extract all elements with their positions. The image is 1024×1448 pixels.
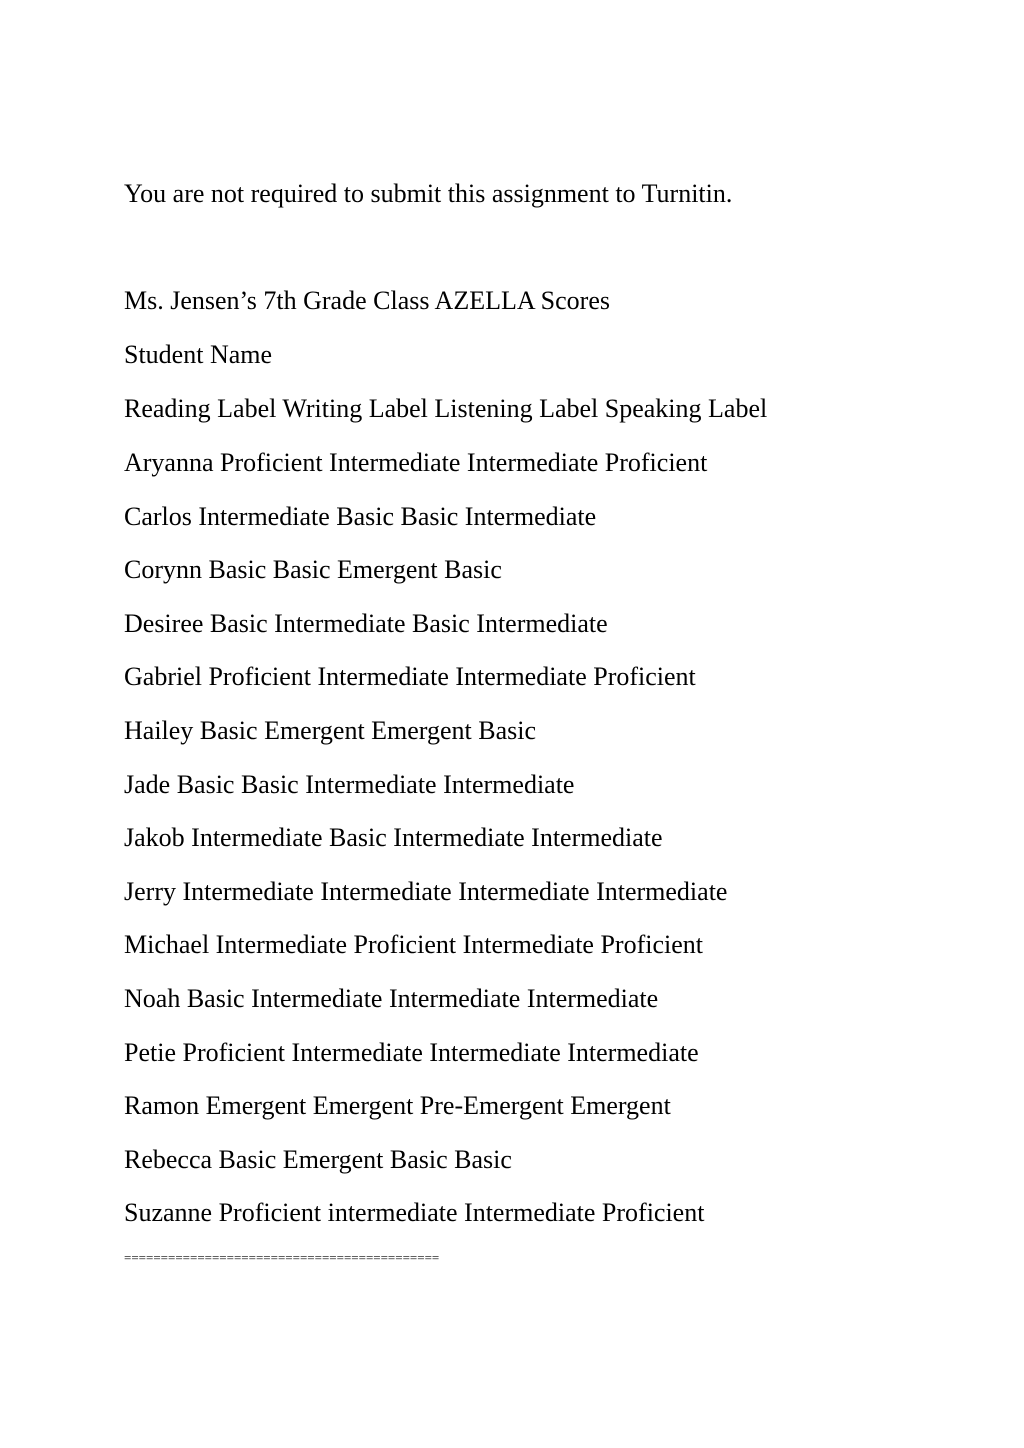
score-row: Rebecca Basic Emergent Basic Basic bbox=[124, 1144, 512, 1174]
score-row: Noah Basic Intermediate Intermediate Intermediate bbox=[124, 984, 659, 1013]
score-row: Ramon Emergent Emergent Pre-Emergent Emergent bbox=[124, 1091, 671, 1121]
score-row: Petie Proficient Intermediate Intermediate Intermediate bbox=[124, 1037, 699, 1067]
score-row: Hailey Basic Emergent Emergent Basic bbox=[124, 716, 537, 745]
score-row: Jade Basic Basic Intermediate Intermediate bbox=[124, 769, 575, 799]
score-row: Suzanne Proficient intermediate Intermediate Proficient bbox=[124, 1198, 705, 1228]
score-row: Desiree Basic Intermediate Basic Intermediate bbox=[124, 608, 608, 638]
score-row: Corynn Basic Basic Emergent Basic bbox=[124, 555, 502, 585]
score-row: Aryanna Proficient Intermediate Intermediate Proficient bbox=[124, 448, 708, 477]
score-label-header: Reading Label Writing Label Listening Label Speaking Label bbox=[124, 394, 768, 423]
student-name-header: Student Name bbox=[124, 340, 273, 369]
score-row: Michael Intermediate Proficient Intermediate Proficient bbox=[124, 930, 703, 960]
score-row: Carlos Intermediate Basic Basic Intermediate bbox=[124, 501, 597, 531]
separator-line: =========================================== bbox=[124, 1250, 440, 1265]
score-row: Jakob Intermediate Basic Intermediate Intermediate bbox=[124, 823, 663, 853]
submission-notice: You are not required to submit this assignment to Turnitin. bbox=[124, 179, 733, 208]
score-row: Jerry Intermediate Intermediate Intermediate Intermediate bbox=[124, 876, 728, 906]
score-row: Gabriel Proficient Intermediate Intermediate Proficient bbox=[124, 662, 696, 692]
document-title: Ms. Jensen’s 7th Grade Class AZELLA Scores bbox=[124, 286, 611, 315]
